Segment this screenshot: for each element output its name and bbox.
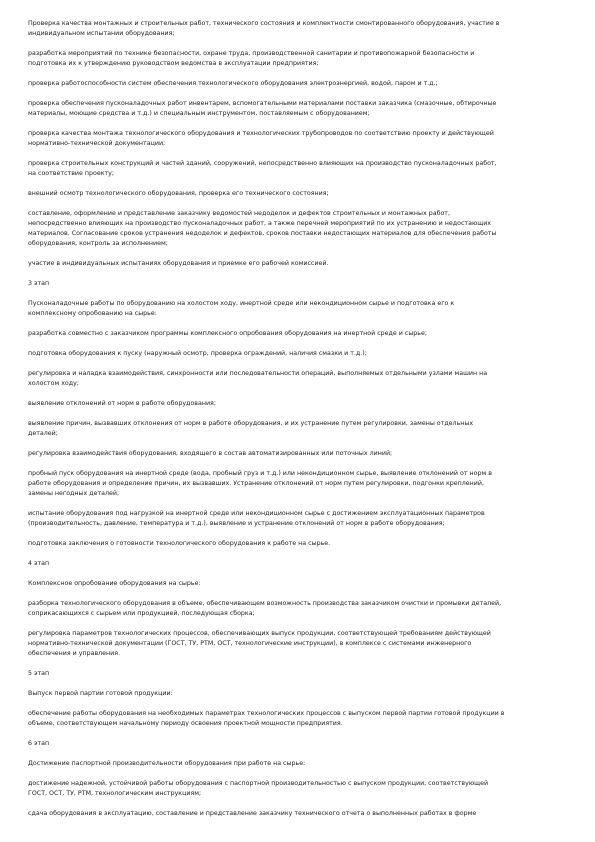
text-line: замены негодных деталей; [28,490,120,497]
paragraph [28,629,572,659]
paragraph [28,449,572,459]
text-line: подготовка их к утверждению руководством ведомства в эксплуатации предприятия; [28,60,319,67]
text-line: регулировка и наладка взаимодействия, синхронности или последовательности операций, выполняемых отдельными узлами машин на [28,370,488,377]
paragraph [28,369,572,389]
paragraph [28,49,572,69]
text-line: материалы, моющие средства и т.д.) и специальным инструментом, поставляемым с оборудованием; [28,110,370,117]
paragraph [28,19,572,39]
paragraph [28,209,572,249]
text-line: разработка мероприятий по технике безопасности, охране труда, производственной санитарии и противопожарной безопасности и [28,50,475,57]
paragraph [28,739,572,749]
text-line: 5 этап [28,670,50,677]
text-line: Выпуск первой партии готовой продукции: [28,690,173,697]
paragraph [28,79,572,89]
paragraph [28,559,572,569]
text-line: 6 этап [28,740,50,747]
text-line: выявление отклонений от норм в работе оборудования; [28,400,216,407]
text-line: комплексному опробованию на сырье: [28,310,157,317]
text-line: деталей; [28,430,58,437]
text-line: внешний осмотр технологического оборудования, проверка его технического состояния; [28,190,329,197]
paragraph [28,759,572,769]
document-body [28,19,572,829]
text-line: Достижение паспортной производительности оборудования при работе на сырье: [28,760,306,767]
text-line: проверка строительных конструкций и частей зданий, сооружений, непосредственно влияющих на производство пусконаладочных работ, [28,160,497,167]
text-line: участие в индивидуальных испытаниях оборудования и приемке его рабочей комиссией. [28,260,329,267]
text-line: достижение надежной, устойчивой работы оборудования с паспортной производительностью с выпуском продукции, соответствующей [28,780,489,787]
text-line: Комплексное опробование оборудования на сырье: [28,580,201,587]
text-line: ГОСТ, ОСТ, ТУ, РТМ, технологическим инструкциям; [28,790,202,797]
paragraph [28,579,572,589]
text-line: 3 этап [28,280,50,287]
text-line: индивидуальном испытании оборудования; [28,30,175,37]
text-line: составление, оформление и представление заказчику ведомостей недоделок и дефектов строительных и монтажных работ, [28,210,450,217]
text-line: материалов. Согласование сроков устранения недоделок и дефектов, сроков поставки недостающих материалов для обеспечения работы [28,230,497,237]
paragraph [28,259,572,269]
text-line: испытание оборудования под нагрузкой на инертной среде или некондиционном сырье с достижением эксплуатационных параметров [28,510,485,517]
paragraph [28,129,572,149]
text-line: обеспечения и управления. [28,650,121,657]
paragraph [28,189,572,199]
paragraph [28,299,572,319]
text-line: оборудования, контроль за исполнением; [28,240,168,247]
text-line: на соответствие проекту; [28,170,115,177]
paragraph [28,159,572,179]
text-line: подготовка оборудования к пуску (наружный осмотр, проверка ограждений, наличия смазки и т.д.); [28,350,367,357]
text-line: подготовка заключения о готовности технологического оборудования к работе на сырье. [28,540,331,547]
text-line: проверка работоспособности систем обеспечения технологического оборудования электроэнергией, водой, паром и т.д.; [28,80,438,87]
paragraph [28,509,572,529]
text-line: нормативно-технической документации (ГОСТ, ТУ, РТМ, ОСТ, технологические инструкции), в комплексе с системами инженерного [28,640,472,647]
paragraph [28,399,572,409]
text-line: соприкасающихся с сырьем или продукцией, последующая сборка; [28,610,255,617]
text-line: обеспечение работы оборудования на необходимых параметрах технологических процессов с выпуском первой партии готовой продукции в [28,710,505,717]
text-line: регулировка параметров технологических процессов, обеспечивающих выпуск продукции, соответствующей требованиям действующей [28,630,491,637]
text-line: объеме, соответствующем начальному периоду освоения проектной мощности предприятия. [28,720,343,727]
text-line: холостом ходу; [28,380,79,387]
paragraph [28,469,572,499]
text-line: разборка технологического оборудования в объеме, обеспечивающем возможность производства заказчиком очистки и промывки деталей, [28,600,502,607]
paragraph [28,599,572,619]
paragraph [28,279,572,289]
paragraph [28,329,572,339]
paragraph [28,709,572,729]
text-line: 4 этап [28,560,50,567]
paragraph [28,809,572,819]
text-line: нормативно-технической документации; [28,140,166,147]
text-line: непосредственно влияющих на производство пусконаладочных работ, а также перечней мероприятий по их устранению и недостающих [28,220,492,227]
paragraph [28,539,572,549]
text-line: Пусконаладочные работы по оборудованию на холостом ходу, инертной среде или некондиционном сырье и подготовка его к [28,300,455,307]
text-line: регулировка взаимодействия оборудования, входящего в состав автоматизированных или поточных линий; [28,450,393,457]
text-line: (производительность, давление, температура и т.д.), выявление и устранение отклонений от норм в работе оборудования; [28,520,445,527]
paragraph [28,99,572,119]
text-line: работе оборудования и определение причин, их вызвавших. Устранение отклонений от норм путем регулировки, подгонки креплений, [28,480,484,487]
paragraph [28,689,572,699]
text-line: пробный пуск оборудования на инертной среде (вода, пробный груз и т.д.) или некондиционном сырье, выявление отклонений от норм в [28,470,492,477]
text-line: проверка качества монтажа технологического оборудования и технологических трубопроводов по соответствию проекту и действующей [28,130,494,137]
text-line: Проверка качества монтажных и строительных работ, технического состояния и комплектности смонтированного оборудования, участие в [28,20,500,27]
paragraph [28,349,572,359]
text-line: выявление причин, вызвавших отклонения от норм в работе оборудования, и их устранение путем регулировки, замены отдельных [28,420,474,427]
text-line: разработка совместно с заказчиком программы комплексного опробования оборудования на инертной среде и сырье; [28,330,427,337]
paragraph [28,669,572,679]
paragraph [28,419,572,439]
text-line: сдача оборудования в эксплуатацию, составление и представление заказчику технического отчета о выполненных работах в форме [28,810,477,817]
paragraph [28,779,572,799]
text-line: проверка обеспечения пусконаладочных работ инвентарем, вспомогательными материалами поставки заказчика (смазочные, обтирочные [28,100,497,107]
